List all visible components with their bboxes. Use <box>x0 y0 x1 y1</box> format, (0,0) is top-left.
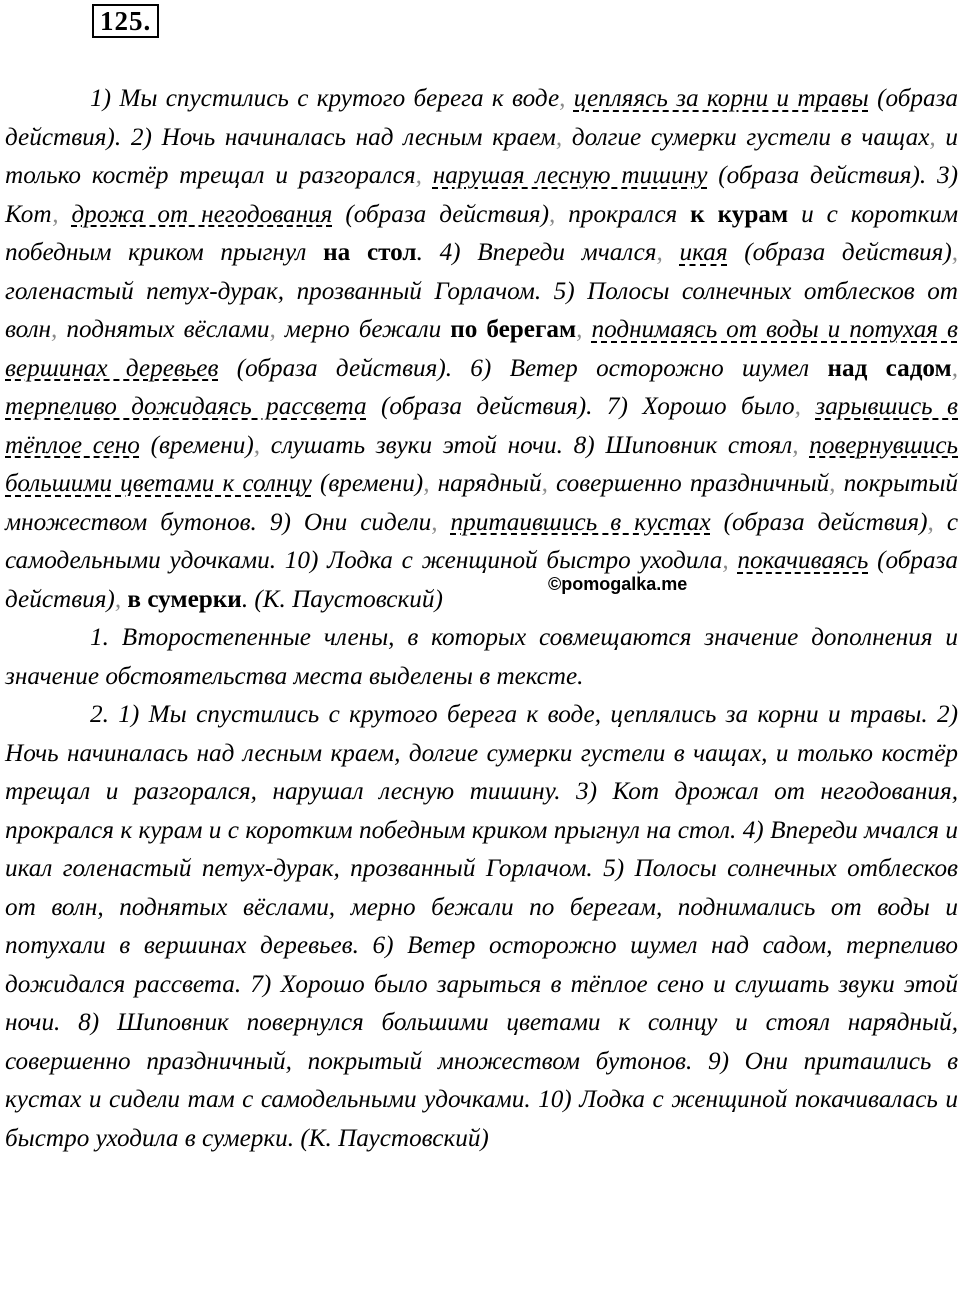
highlighted-member: на стол <box>323 239 417 266</box>
text-fragment: слушать звуки этой ночи. 8) Шиповник стоял <box>270 431 793 459</box>
participle-phrase: терпеливо дожидаясь рассвета <box>5 393 367 420</box>
text-fragment: (образа действия) <box>723 508 928 536</box>
text-fragment: (образа действия) <box>744 239 952 266</box>
text-fragment: и только костёр трещал и разгорался <box>5 123 959 189</box>
text-fragment: поднятых вёслами <box>66 316 270 343</box>
exercise-body <box>5 80 958 1158</box>
watermark: ©pomogalka.me <box>548 574 688 594</box>
text-fragment: (образа действия). 7) Хорошо было <box>381 393 795 420</box>
text-fragment: долгие сумерки густели в чащах <box>571 123 930 151</box>
participle-phrase: нарушая лесную тишину <box>432 162 708 189</box>
exercise-number: 125. <box>92 4 159 38</box>
text-fragment: с самодельными удочками. 10) Лодка с женщиной быстро уходила <box>5 508 958 574</box>
answer-1: 1. Второстепенные члены, в которых совмещаются значение дополнения и значение обстоятельства места выделены в тексте. <box>5 624 958 690</box>
text-fragment: голенастый петух-дурак, прозванный Горлачом. 5) Полосы солнечных отблесков от волн <box>5 277 958 343</box>
text-fragment: (образа действия) <box>345 200 550 228</box>
text-fragment: мерно бежали <box>284 316 442 343</box>
answer-2: 2. 1) Мы спустились с крутого берега к воде, цеплялись за корни и травы. 2) Ночь начиналась над лесным краем, долгие сумерки густели в чащах, и только костёр трещал и разгорался, нарушал лесную тишину. 3) Кот дрожал от негодования, прокрался к курам и с коротким победным криком прыгнул на стол. 4) Впереди мчался и икал голенастый петух-дурак, прозванный Горлачом. 5) Полосы солнечных отблесков от волн, поднятых вёслами, мерно бежали по берегам, поднимались от воды и потухали в вершинах деревьев. 6) Ветер осторожно шумел над садом, терпеливо дожидался рассвета. 7) Хорошо было зарыться в тёплое сено и слушать звуки этой ночи. 8) Шиповник повернулся большими цветами к солнцу и стоял нарядный, совершенно праздничный, покрытый множеством бутонов. 9) Они притаились в кустах и сидели там с самодельными удочками. 10) Лодка с женщиной покачивалась и быстро уходила в сумерки. (К. Паустовский) <box>5 701 958 1152</box>
text-fragment: (образа действия). 3) Кот <box>5 162 959 228</box>
source-text: 1) Мы спустились с крутого берега к воде, цепляясь за корни и травы (образа действия). 2) Ночь начиналась над лесным краем, долгие сумерки густели в чащах, и только костёр трещал и разгорался, нарушая лесную тишину (образа действия). 3) Кот, дрожа от негодования (образа действия), прокрался к курам и с коротким победным криком прыгнул на стол. 4) Впереди мчался, икая (образа действия), голенастый петух-дурак, прозванный Горлачом. 5) Полосы солнечных отблесков от волн, поднятых вёслами, мерно бежали по берегам, поднимаясь от воды и потухая в вершинах деревьев (образа действия). 6) Ветер осторожно шумел над садом, терпеливо дожидаясь рассвета (образа действия). 7) Хорошо было, зарывшись в тёплое сено (времени), слушать звуки этой ночи. 8) Шиповник стоял, повернувшись большими цветами к солнцу (времени), нарядный, совершенно праздничный, покрытый множеством бутонов. 9) Они сидели, притаившись в кустах (образа действия), с самодельными удочками. 10) Лодка с женщиной быстро уходила, покачиваясь (образа действия), в сумерки. (К. Паустовский) <box>5 85 959 613</box>
participle-phrase: повернувшись большими цветами к солнцу <box>5 431 958 497</box>
participle-phrase: поднимаясь от воды и потухая в вершинах деревьев <box>5 316 958 382</box>
participle-phrase: зарывшись в тёплое сено <box>5 393 958 459</box>
text-fragment: (образа действия). 6) Ветер осторожно шумел <box>236 354 810 382</box>
highlighted-member: по берегам <box>450 316 577 343</box>
text-fragment: (образа действия) <box>5 547 959 613</box>
text-fragment: покрытый множеством бутонов. 9) Они сидели <box>5 470 959 536</box>
text-fragment: . 4) Впереди мчался <box>416 239 657 266</box>
text-fragment: (образа действия). 2) Ночь начиналась над лесным краем <box>5 85 958 151</box>
text-fragment: (времени) <box>319 470 424 497</box>
participle-phrase: цепляясь за корни и травы <box>573 85 869 112</box>
highlighted-member: к курам <box>690 200 789 228</box>
text-fragment: нарядный <box>437 470 542 497</box>
text-fragment: (времени) <box>150 431 254 459</box>
text-fragment: и с коротким победным криком прыгнул <box>5 200 959 266</box>
participle-phrase: притаившись в кустах <box>450 508 711 536</box>
text-fragment: прокрался <box>568 200 678 228</box>
text-fragment: 1) Мы спустились с крутого берега к воде <box>90 85 560 112</box>
text-fragment: . (К. Паустовский) <box>241 585 443 613</box>
participle-phrase: икая <box>679 239 728 266</box>
participle-phrase: дрожа от негодования <box>71 200 333 228</box>
highlighted-member: в сумерки <box>127 585 242 613</box>
text-fragment: совершенно праздничный <box>556 470 830 497</box>
participle-phrase: покачиваясь <box>737 547 869 574</box>
highlighted-member: над садом <box>827 354 952 382</box>
